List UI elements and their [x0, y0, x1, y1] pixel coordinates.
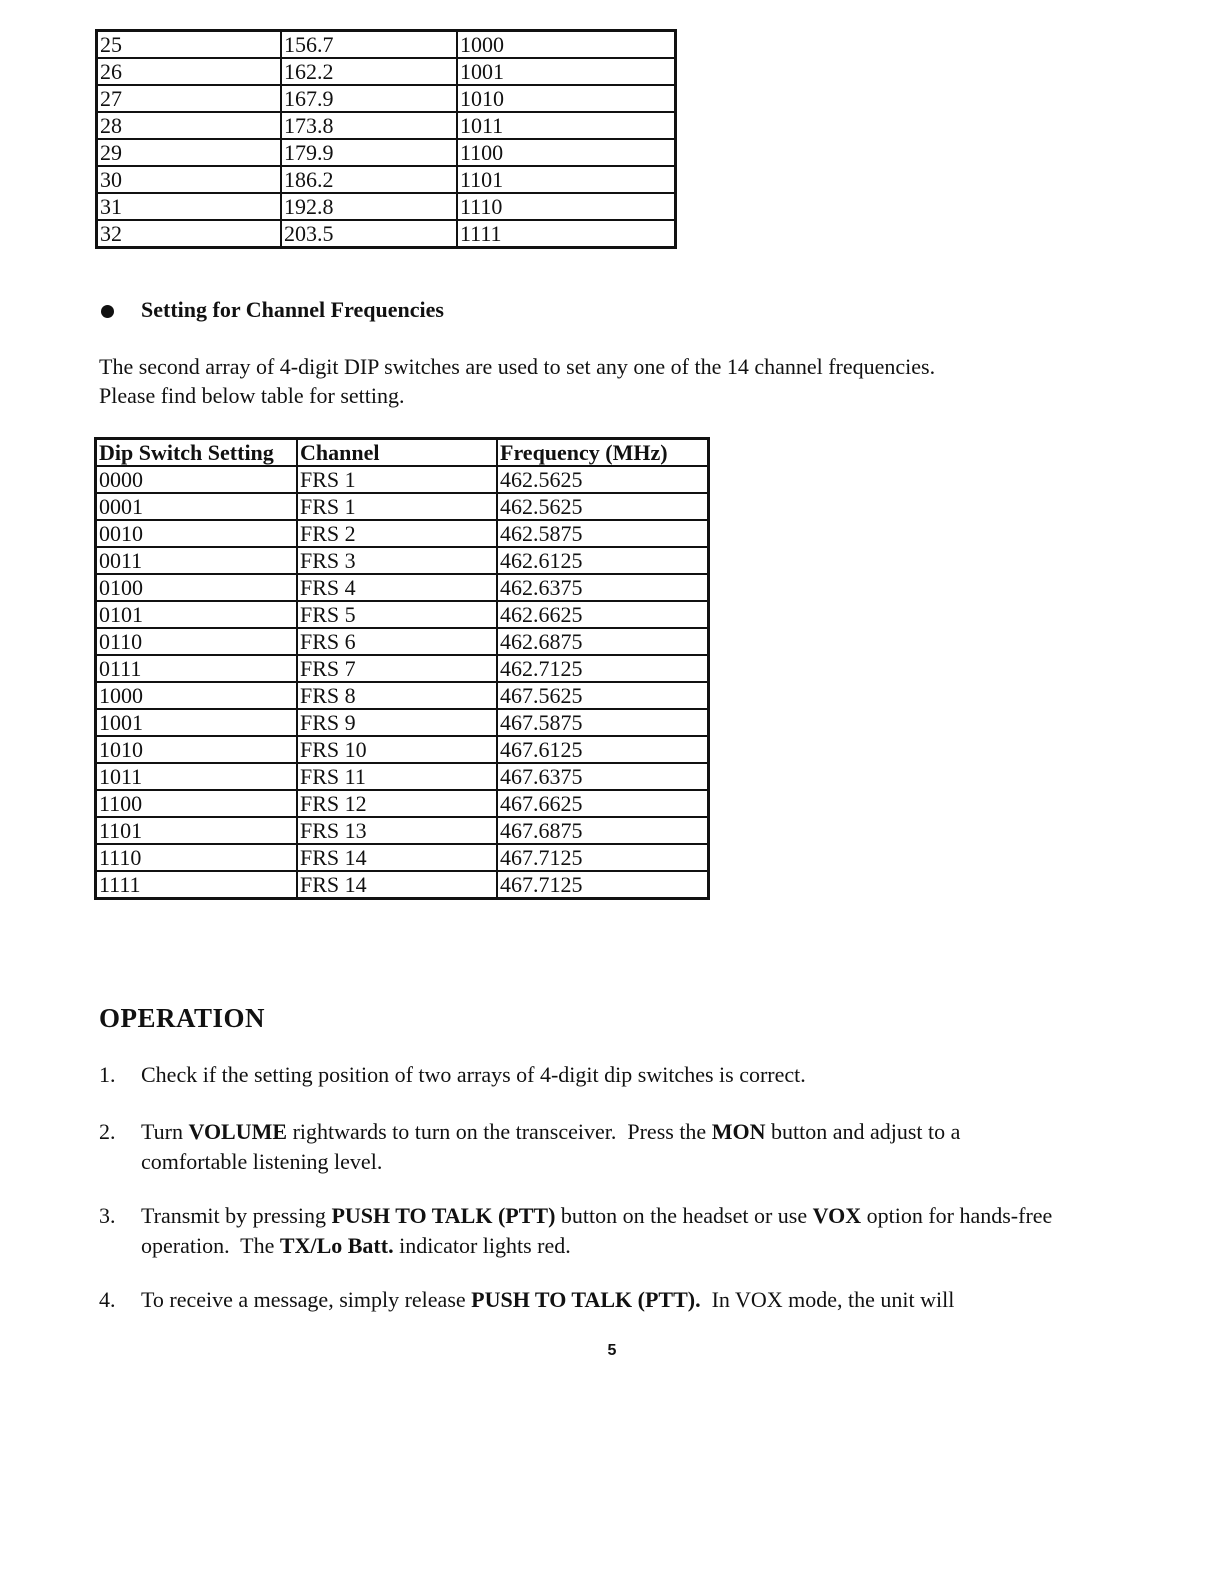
table-cell: 467.5875 [497, 709, 709, 736]
table-row [96, 763, 709, 790]
table-cell: 32 [97, 220, 282, 248]
page-number: 5 [607, 1342, 617, 1359]
table-cell: 467.6125 [497, 736, 709, 763]
table-row [96, 871, 709, 899]
table-cell: 0011 [96, 547, 298, 574]
table-cell: FRS 2 [297, 520, 497, 547]
step-text: button and adjust to a comfortable listening level. [141, 1119, 966, 1174]
table-cell: 1001 [96, 709, 298, 736]
table-cell: 0010 [96, 520, 298, 547]
step-emphasis: VOX [812, 1203, 862, 1228]
table-cell: 0001 [96, 493, 298, 520]
table-cell: 0000 [96, 466, 298, 493]
table-row [96, 574, 709, 601]
table-cell: FRS 4 [297, 574, 497, 601]
step-emphasis: TX/Lo Batt. [279, 1233, 394, 1258]
table-cell: 467.5625 [497, 682, 709, 709]
step-number: 4. [99, 1287, 116, 1312]
table-cell: 467.6875 [497, 817, 709, 844]
bullet-icon [101, 305, 114, 318]
table-cell: FRS 7 [297, 655, 497, 682]
table-cell: 29 [97, 139, 282, 166]
intro-line-2: Please find below table for setting. [99, 383, 405, 408]
table-cell: 173.8 [281, 112, 457, 139]
table-cell: 1101 [457, 166, 676, 193]
table-cell: 462.6375 [497, 574, 709, 601]
step-emphasis: MON [711, 1119, 766, 1144]
table-cell: 1010 [96, 736, 298, 763]
table-cell: 462.5875 [497, 520, 709, 547]
table-cell: FRS 1 [297, 466, 497, 493]
table-cell: 462.5625 [497, 493, 709, 520]
tone-table-body [97, 31, 676, 248]
intro-paragraph [99, 352, 1059, 410]
table-row [96, 790, 709, 817]
ctcss-tone-table [95, 29, 677, 249]
table-cell: 1101 [96, 817, 298, 844]
table-row [96, 520, 709, 547]
table-cell: FRS 12 [297, 790, 497, 817]
table-cell: 179.9 [281, 139, 457, 166]
table-cell: FRS 3 [297, 547, 497, 574]
table-cell: 467.6375 [497, 763, 709, 790]
operation-step [99, 1285, 1059, 1315]
table-cell: 1001 [457, 58, 676, 85]
table-row [96, 655, 709, 682]
table-row [97, 112, 676, 139]
table-row [97, 58, 676, 85]
table-row [96, 736, 709, 763]
section-heading: Setting for Channel Frequencies [141, 297, 444, 322]
table-cell: 1110 [96, 844, 298, 871]
channel-table-body [96, 466, 709, 899]
table-row [96, 709, 709, 736]
table-cell: 1000 [457, 31, 676, 59]
table-cell: 1010 [457, 85, 676, 112]
table-row [97, 31, 676, 59]
step-text: In VOX mode, the unit will [700, 1287, 955, 1312]
table-row [96, 466, 709, 493]
table-cell: 1011 [457, 112, 676, 139]
table-cell: 1011 [96, 763, 298, 790]
table-cell: 1100 [96, 790, 298, 817]
step-emphasis: PUSH TO TALK (PTT) [331, 1203, 556, 1228]
table-row [96, 844, 709, 871]
table-cell: 0100 [96, 574, 298, 601]
table-row [97, 193, 676, 220]
table-cell: FRS 11 [297, 763, 497, 790]
table-cell: 28 [97, 112, 282, 139]
header-frequency: Frequency (MHz) [497, 439, 709, 467]
table-cell: FRS 14 [297, 871, 497, 899]
table-cell: 31 [97, 193, 282, 220]
table-cell: 1100 [457, 139, 676, 166]
table-cell: 167.9 [281, 85, 457, 112]
table-cell: 156.7 [281, 31, 457, 59]
table-cell: 0101 [96, 601, 298, 628]
table-cell: FRS 13 [297, 817, 497, 844]
step-emphasis: VOLUME [188, 1119, 288, 1144]
table-cell: FRS 6 [297, 628, 497, 655]
intro-line-1: The second array of 4-digit DIP switches are used to set any one of the 14 channel frequencies. [99, 354, 936, 379]
table-cell: FRS 5 [297, 601, 497, 628]
step-text: Transmit by pressing [141, 1203, 332, 1228]
table-row [97, 220, 676, 248]
header-channel: Channel [297, 439, 497, 467]
operation-title: OPERATION [99, 1003, 266, 1033]
step-number: 3. [99, 1203, 116, 1228]
table-cell: 462.5625 [497, 466, 709, 493]
table-row [96, 547, 709, 574]
table-cell: 1000 [96, 682, 298, 709]
table-cell: 1110 [457, 193, 676, 220]
step-text: Turn [141, 1119, 189, 1144]
step-text: To receive a message, simply release [141, 1287, 472, 1312]
table-cell: 462.6125 [497, 547, 709, 574]
table-row [97, 85, 676, 112]
table-cell: 186.2 [281, 166, 457, 193]
table-cell: 192.8 [281, 193, 457, 220]
table-row [96, 817, 709, 844]
step-text: indicator lights red. [393, 1233, 571, 1258]
channel-frequency-table [94, 437, 710, 900]
table-cell: 1111 [457, 220, 676, 248]
table-row [96, 493, 709, 520]
operation-steps [99, 1060, 1059, 1315]
table-row [96, 682, 709, 709]
table-cell: 0111 [96, 655, 298, 682]
table-cell: 26 [97, 58, 282, 85]
operation-step [99, 1060, 1059, 1090]
table-row [97, 166, 676, 193]
table-cell: 467.7125 [497, 844, 709, 871]
table-cell: FRS 8 [297, 682, 497, 709]
step-number: 1. [99, 1062, 116, 1087]
table-cell: 0110 [96, 628, 298, 655]
table-cell: 162.2 [281, 58, 457, 85]
table-cell: FRS 1 [297, 493, 497, 520]
table-cell: 1111 [96, 871, 298, 899]
operation-step [99, 1201, 1059, 1261]
table-cell: 462.6875 [497, 628, 709, 655]
step-text: Check if the setting position of two arrays of 4-digit dip switches is correct. [141, 1062, 806, 1087]
step-text: option for hands-free operation. The [141, 1203, 1058, 1258]
step-text: rightwards to turn on the transceiver. Press the [287, 1119, 712, 1144]
table-cell: FRS 9 [297, 709, 497, 736]
table-cell: 30 [97, 166, 282, 193]
table-cell: 203.5 [281, 220, 457, 248]
table-cell: FRS 14 [297, 844, 497, 871]
table-cell: 467.7125 [497, 871, 709, 899]
table-cell: FRS 10 [297, 736, 497, 763]
step-emphasis: PUSH TO TALK (PTT). [471, 1287, 701, 1312]
table-row [96, 628, 709, 655]
step-number: 2. [99, 1119, 116, 1144]
table-cell: 27 [97, 85, 282, 112]
table-cell: 462.6625 [497, 601, 709, 628]
operation-step [99, 1117, 1059, 1177]
table-cell: 467.6625 [497, 790, 709, 817]
table-header-row [96, 439, 709, 467]
step-text: button on the headset or use [555, 1203, 813, 1228]
table-cell: 462.7125 [497, 655, 709, 682]
table-cell: 25 [97, 31, 282, 59]
table-row [96, 601, 709, 628]
table-row [97, 139, 676, 166]
header-dip-switch: Dip Switch Setting [96, 439, 298, 467]
